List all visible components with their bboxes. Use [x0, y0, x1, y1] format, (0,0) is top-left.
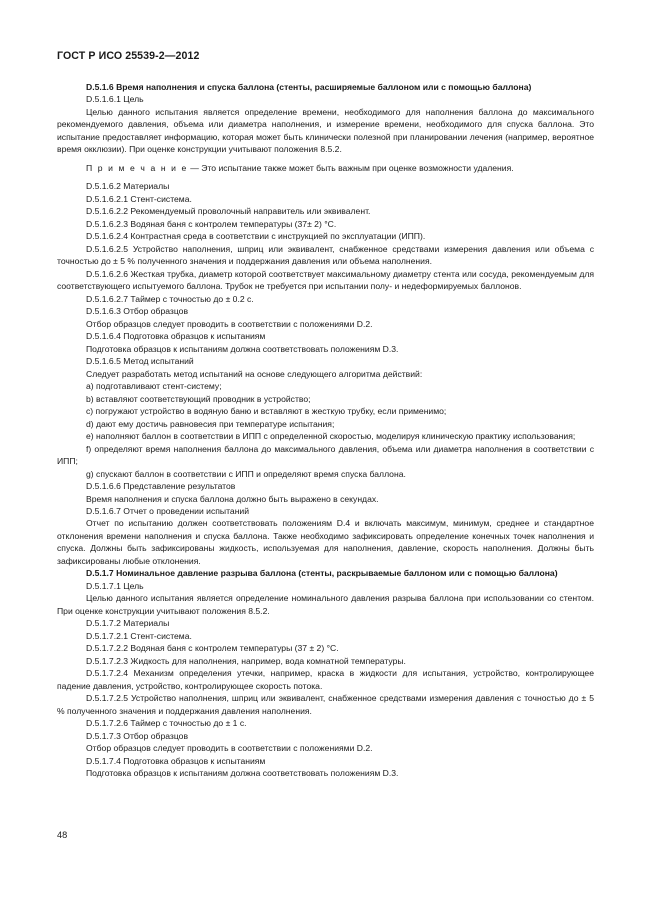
paragraph: Отбор образцов следует проводить в соответствии с положениями D.2.	[86, 743, 373, 754]
list-item: D.5.1.7.2.6 Таймер с точностью до ± 1 с.	[86, 718, 247, 729]
subsection-heading: D.5.1.6.2 Материалы	[86, 181, 170, 192]
note	[57, 162, 594, 174]
method-step: f) определяют время наполнения баллона до максимального давления, объема или диаметра наполнения в соответствии с ИПП;	[57, 443, 594, 467]
list-item: D.5.1.6.2.7 Таймер с точностью до ± 0.2 с.	[86, 293, 254, 304]
subsection-heading: D.5.1.6.5 Метод испытаний	[86, 356, 194, 367]
page-number: 48	[57, 830, 68, 840]
list-item: D.5.1.7.2.2 Водяная баня с контролем температуры (37 ± 2) °С.	[86, 643, 339, 654]
list-item: D.5.1.7.2.3 Жидкость для наполнения, например, вода комнатной температуры.	[86, 655, 406, 666]
paragraph: Целью данного испытания является определение времени, необходимого для наполнения баллона до максимального рекомендуемого давления, объема или диаметра наполнения, и измерение времени, необходимого для спуска баллона. Это испытание предоставляет информацию, которая может быть клинически полезной при планировании лечения (например, вероятное время окклюзии). При оценке конструкции учитывают положения 8.5.2.	[57, 106, 594, 155]
subsection-heading: D.5.1.6.4 Подготовка образцов к испытаниям	[86, 331, 266, 342]
paragraph: Отбор образцов следует проводить в соответствии с положениями D.2.	[86, 318, 373, 329]
list-item: D.5.1.7.2.4 Механизм определения утечки, например, краска в жидкости для испытания, устройство, контролирующее падение давления, устройство, контролирующее скорость потока.	[57, 668, 594, 691]
subsection-heading: D.5.1.7.4 Подготовка образцов к испытаниям	[86, 755, 266, 766]
list-item: D.5.1.6.2.4 Контрастная среда в соответствии с инструкцией по эксплуатации (ИПП).	[86, 231, 426, 242]
subsection-heading: D.5.1.6.1 Цель	[86, 94, 144, 105]
list-item: D.5.1.7.2.1 Стент-система.	[86, 630, 192, 641]
method-step: d) дают ему достичь равновесия при температуре испытания;	[86, 418, 335, 429]
document-body	[57, 81, 594, 780]
method-step: e) наполняют баллон в соответствии в ИПП с определенной скоростью, моделируя клиническую практику использования;	[86, 431, 576, 442]
list-item: D.5.1.6.2.3 Водяная баня с контролем температуры (37± 2) °С.	[86, 218, 337, 229]
list-item: D.5.1.7.2.5 Устройство наполнения, шприц или эквивалент, снабженное средствами измерения давления с точностью до ± 5 % полученного значения и поддержания давления наполнения.	[57, 693, 594, 716]
method-step: b) вставляют соответствующий проводник в устройство;	[86, 393, 311, 404]
section-heading-d5-1-7: D.5.1.7 Номинальное давление разрыва баллона (стенты, раскрываемые баллоном или с помощью баллона)	[86, 568, 558, 579]
paragraph: Подготовка образцов к испытаниям должна соответствовать положениям D.3.	[86, 343, 399, 354]
method-step: g) спускают баллон в соответствии с ИПП и определяют время спуска баллона.	[86, 468, 406, 479]
subsection-heading: D.5.1.7.3 Отбор образцов	[86, 730, 189, 741]
subsection-heading: D.5.1.6.7 Отчет о проведении испытаний	[86, 505, 250, 516]
paragraph: Подготовка образцов к испытаниям должна соответствовать положениям D.3.	[86, 768, 399, 779]
note-text: — Это испытание также может быть важным при оценке возможности удаления.	[187, 162, 514, 173]
paragraph: Время наполнения и спуска баллона должно быть выражено в секундах.	[86, 493, 379, 504]
paragraph: Целью данного испытания является определение номинального давления разрыва баллона при использовании со стентом. При оценке конструкции учитывают положения 8.5.2.	[57, 593, 594, 616]
paragraph: Отчет по испытанию должен соответствовать положениям D.4 и включать максимум, минимум, среднее и стандартное отклонения времени наполнения и спуска баллона. Также необходимо зафиксировать определение конечных точек наполнения и спуска. Должны быть зафиксированы жидкость, используемая для наполнения, давление, скорость наполнения. Должны быть зафиксированы любые отклонения.	[57, 518, 594, 566]
subsection-heading: D.5.1.6.3 Отбор образцов	[86, 306, 189, 317]
section-heading-d5-1-6: D.5.1.6 Время наполнения и спуска баллона (стенты, расширяемые баллоном или с помощью баллона)	[86, 82, 532, 92]
subsection-heading: D.5.1.7.1 Цель	[86, 580, 144, 591]
document-header: ГОСТ Р ИСО 25539-2—2012	[57, 50, 200, 62]
subsection-heading: D.5.1.7.2 Материалы	[86, 618, 170, 629]
list-item: D.5.1.6.2.2 Рекомендуемый проволочный направитель или эквивалент.	[86, 206, 371, 217]
list-item: D.5.1.6.2.5 Устройство наполнения, шприц или эквивалент, снабженное средствами измерения давления или объема с точностью до ± 5 % полученного значения и поддержания давления или объема наполнения.	[57, 243, 594, 267]
note-label: П р и м е ч а н и е	[86, 162, 188, 173]
method-step: a) подготавливают стент-систему;	[86, 381, 222, 392]
list-item: D.5.1.6.2.6 Жесткая трубка, диаметр которой соответствует максимальному диаметру стента или сосуда, рекомендуемым для соответствующего испытуемого баллона. Трубок не требуется при испытании полу- и недеформируемых баллонов.	[57, 268, 594, 292]
method-step: c) погружают устройство в водяную баню и вставляют в жесткую трубку, если применимо;	[86, 406, 447, 417]
subsection-heading: D.5.1.6.6 Представление результатов	[86, 481, 236, 492]
list-item: D.5.1.6.2.1 Стент-система.	[86, 193, 192, 204]
paragraph: Следует разработать метод испытаний на основе следующего алгоритма действий:	[86, 368, 423, 379]
